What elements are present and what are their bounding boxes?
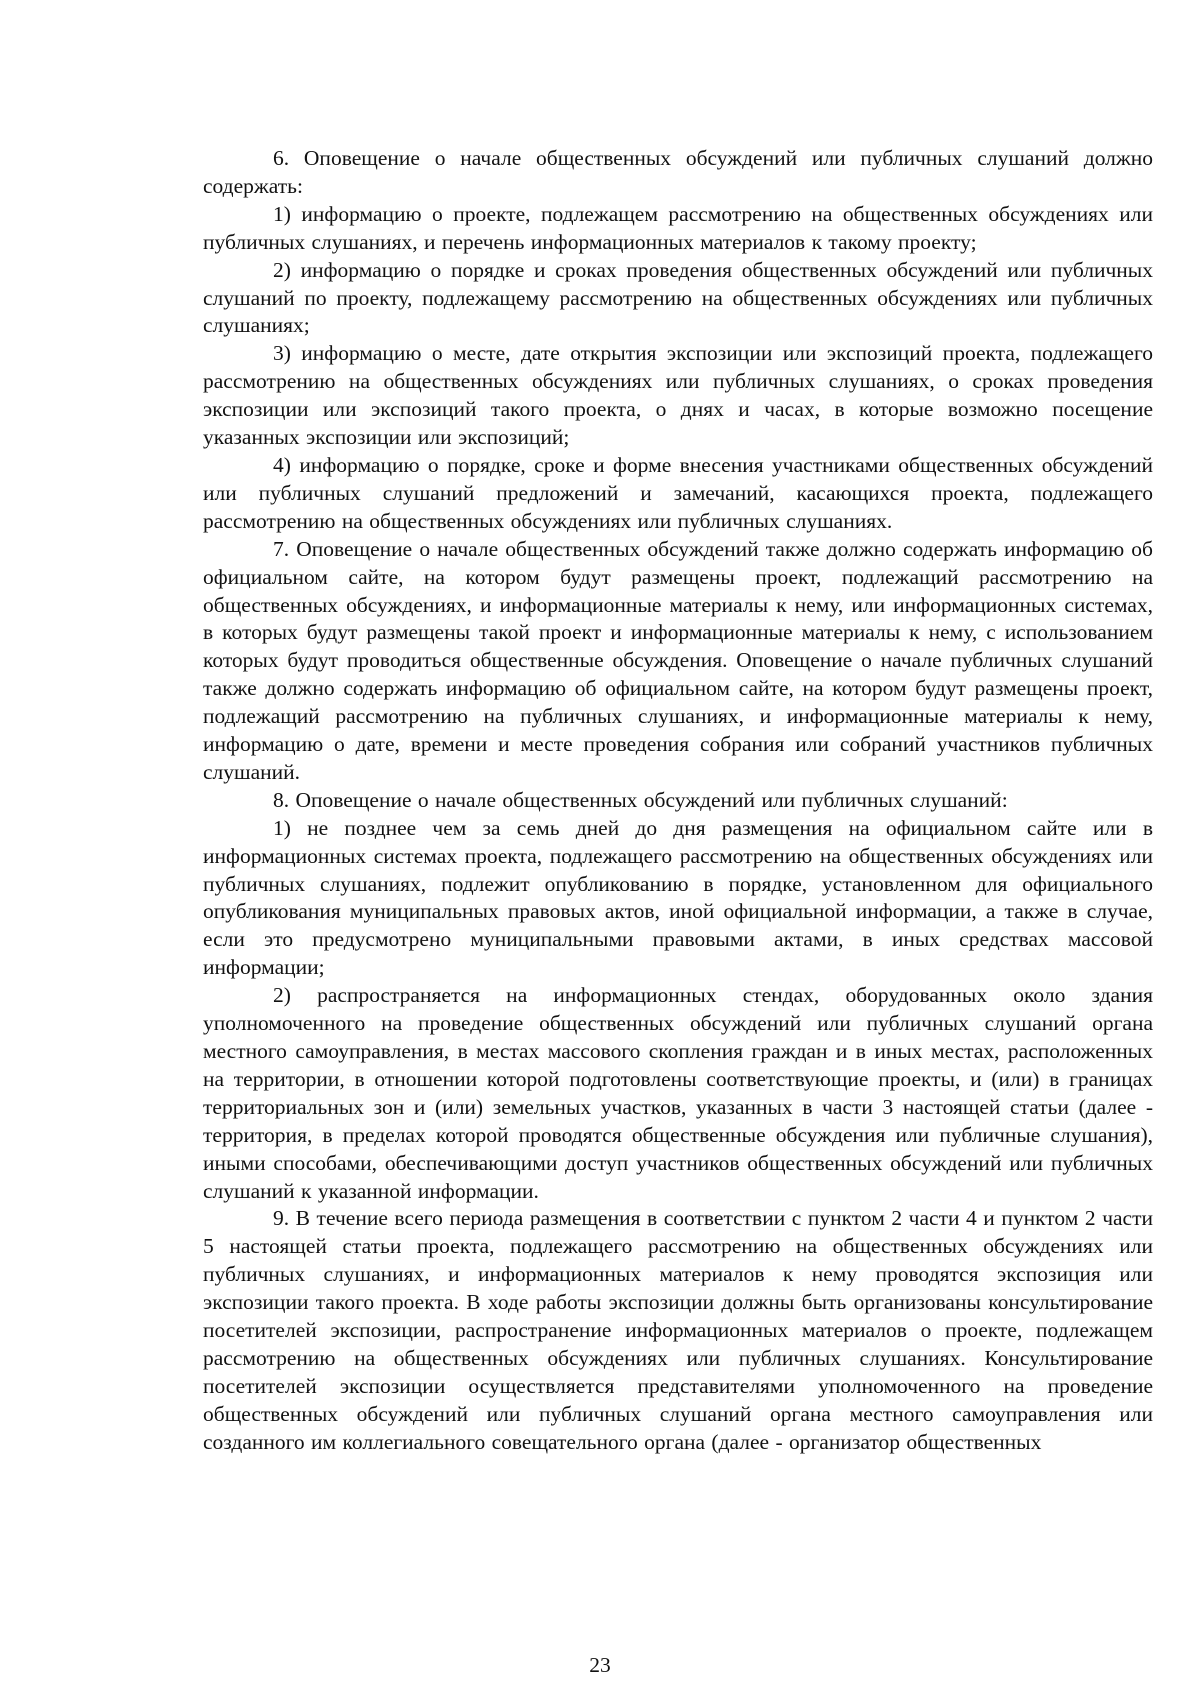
paragraph-6-item-4: 4) информацию о порядке, сроке и форме внесения участниками общественных обсуждений или публичных слушаний предложений и замечаний, касающихся проекта, подлежащего рассмотрению на общественных обсуждениях или публичных слушаниях. — [203, 452, 1153, 533]
document-body — [203, 145, 1153, 1457]
paragraph-9: 9. В течение всего периода размещения в соответствии с пунктом 2 части 4 и пунктом 2 части 5 настоящей статьи проекта, подлежащего рассмотрению на общественных обсуждениях или публичных слушаниях, и информационных материалов к нему проводятся экспозиция или экспозиции такого проекта. В ходе работы экспозиции должны быть организованы консультирование посетителей экспозиции, распространение информационных материалов о проекте, подлежащем рассмотрению на общественных обсуждениях или публичных слушаниях. Консультирование посетителей экспозиции осуществляется представителями уполномоченного на проведение общественных обсуждений или публичных слушаний органа местного самоуправления или созданного им коллегиального совещательного органа (далее - организатор общественных — [203, 1206, 1153, 1454]
paragraph-7: 7. Оповещение о начале общественных обсуждений также должно содержать информацию об официальном сайте, на котором будут размещены проект, подлежащий рассмотрению на общественных обсуждениях, и информационные материалы к нему, или информационных системах, в которых будут размещены такой проект и информационные материалы к нему, с использованием которых будут проводиться общественные обсуждения. Оповещение о начале публичных слушаний также должно содержать информацию об официальном сайте, на котором будут размещены проект, подлежащий рассмотрению на публичных слушаниях, и информационные материалы к нему, информацию о дате, времени и месте проведения собрания или собраний участников публичных слушаний. — [203, 536, 1153, 784]
paragraph-8-item-1: 1) не позднее чем за семь дней до дня размещения на официальном сайте или в информационных системах проекта, подлежащего рассмотрению на общественных обсуждениях или публичных слушаниях, подлежит опубликованию в порядке, установленном для официального опубликования муниципальных правовых актов, иной официальной информации, а также в случае, если это предусмотрено муниципальными правовыми актами, в иных средствах массовой информации; — [203, 815, 1153, 980]
paragraph-6: 6. Оповещение о начале общественных обсуждений или публичных слушаний должно содержать: — [203, 146, 1153, 198]
paragraph-6-item-1: 1) информацию о проекте, подлежащем рассмотрению на общественных обсуждениях или публичных слушаниях, и перечень информационных материалов к такому проекту; — [203, 201, 1153, 254]
paragraph-6-item-3: 3) информацию о месте, дате открытия экспозиции или экспозиций проекта, подлежащего рассмотрению на общественных обсуждениях или публичных слушаниях, о сроках проведения экспозиции или экспозиций такого проекта, о днях и часах, в которые возможно посещение указанных экспозиции или экспозиций; — [203, 341, 1153, 450]
paragraph-8-item-2: 2) распространяется на информационных стендах, оборудованных около здания уполномоченного на проведение общественных обсуждений или публичных слушаний органа местного самоуправления, в местах массового скопления граждан и в иных местах, расположенных на территории, в отношении которой подготовлены соответствующие проекты, и (или) в границах территориальных зон и (или) земельных участков, указанных в части 3 настоящей статьи (далее - территория, в пределах которой проводятся общественные обсуждения или публичные слушания), иными способами, обеспечивающими доступ участников общественных обсуждений или публичных слушаний к указанной информации. — [203, 983, 1153, 1203]
paragraph-6-item-2: 2) информацию о порядке и сроках проведения общественных обсуждений или публичных слушаний по проекту, подлежащему рассмотрению на общественных обсуждениях или публичных слушаниях; — [203, 257, 1153, 338]
page-number: 23 — [589, 1653, 611, 1677]
paragraph-8: 8. Оповещение о начале общественных обсуждений или публичных слушаний: — [273, 787, 1008, 812]
